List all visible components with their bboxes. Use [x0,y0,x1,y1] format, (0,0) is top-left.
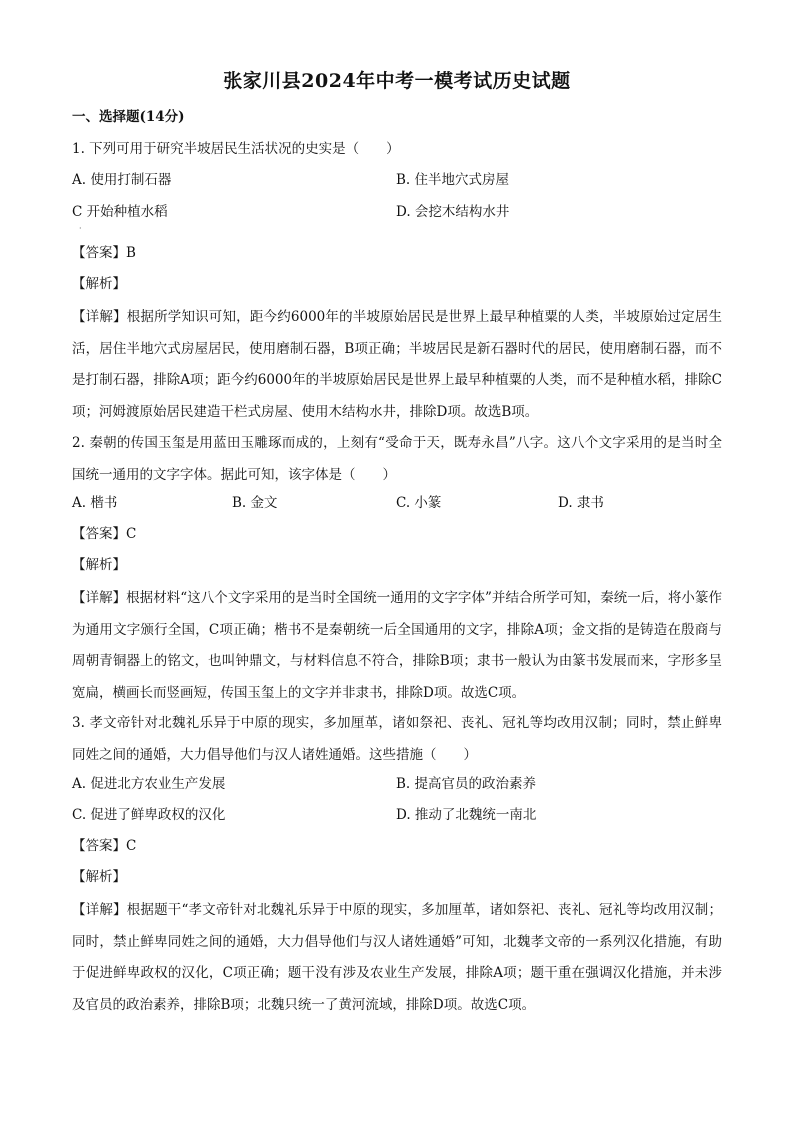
question-1-option-c: C 开始种植水稻 [72,204,168,220]
question-3-stem: 3. 孝文帝针对北魏礼乐异于中原的现实，多加厘革，诸如祭祀、丧礼、冠礼等均改用汉制；同时，禁止鲜卑同姓之间的通婚，大力倡导他们与汉人诸姓通婚。这些措施（ ） [72,715,722,763]
question-2-analysis-label: 【解析】 [72,557,126,573]
question-1-stem: 1. 下列可用于研究半坡居民生活状况的史实是（ ） [72,141,400,157]
question-1-option-a: A. 使用打制石器 [72,172,172,188]
page-title: 张家川县2024年中考一模考试历史试题 [223,70,571,92]
question-2-stem: 2. 秦朝的传国玉玺是用蓝田玉雕琢而成的，上刻有“受命于天，既寿永昌”八字。这八个文字采用的是当时全国统一通用的文字字体。据此可知，该字体是（ ） [72,435,722,483]
question-1-answer: 【答案】B [72,245,136,261]
question-3-option-d: D. 推动了北魏统一南北 [396,807,537,823]
question-2-option-d: D. 隶书 [558,495,604,511]
section-heading: 一、选择题(14分) [72,109,185,125]
question-3-answer: 【答案】C [72,838,137,854]
question-3-option-c: C. 促进了鲜卑政权的汉化 [72,807,226,823]
question-1-analysis-label: 【解析】 [72,276,126,292]
stray-dot: · [79,224,82,233]
question-1-detail: 【详解】根据所学知识可知，距今约6000年的半坡原始居民是世界上最早种植粟的人类，半坡原始过定居生活，居住半地穴式房屋居民，使用磨制石器，B项正确；半坡居民是新石器时代的居民，使用磨制石器，而不是打制石器，排除A项；距今约6000年的半坡原始居民是世界上最早种植粟的人类，而不是种植水稻，排除C项；河姆渡原始居民建造干栏式房屋、使用木结构水井，排除D项。故选B项。 [72,309,722,420]
question-3-option-b: B. 提高官员的政治素养 [396,776,537,792]
question-2-option-b: B. 金文 [232,495,278,511]
question-3-analysis-label: 【解析】 [72,869,126,885]
question-3-detail: 【详解】根据题干“孝文帝针对北魏礼乐异于中原的现实，多加厘革，诸如祭祀、丧礼、冠礼等均改用汉制；同时，禁止鲜卑同姓之间的通婚，大力倡导他们与汉人诸姓通婚”可知，北魏孝文帝的一系列汉化措施，有助于促进鲜卑政权的汉化，C项正确；题干没有涉及农业生产发展，排除A项；题干重在强调汉化措施，并未涉及官员的政治素养，排除B项；北魏只统一了黄河流域，排除D项。故选C项。 [72,902,722,1013]
question-3-option-a: A. 促进北方农业生产发展 [72,776,226,792]
question-1-option-b: B. 住半地穴式房屋 [396,172,510,188]
question-2-option-c: C. 小篆 [396,495,442,511]
question-2-detail: 【详解】根据材料“这八个文字采用的是当时全国统一通用的文字字体”并结合所学可知，秦统一后，将小篆作为通用文字颁行全国，C项正确；楷书不是秦朝统一后全国通用的文字，排除A项；金文指的是铸造在殷商与周朝青铜器上的铭文，也叫钟鼎文，与材料信息不符合，排除B项；隶书一般认为由篆书发展而来，字形多呈宽扁，横画长而竖画短，传国玉玺上的文字并非隶书，排除D项。故选C项。 [72,590,722,701]
question-2-option-a: A. 楷书 [72,495,118,511]
question-1-option-d: D. 会挖木结构水井 [396,204,510,220]
question-2-answer: 【答案】C [72,526,137,542]
